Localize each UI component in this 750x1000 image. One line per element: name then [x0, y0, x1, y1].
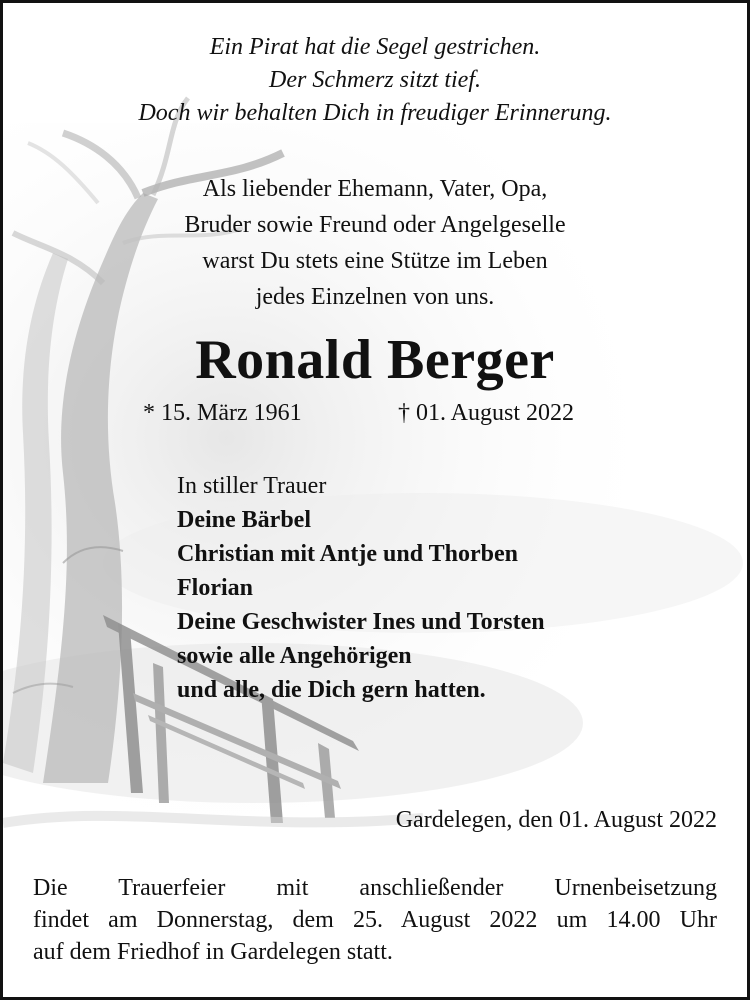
poem-line: Doch wir behalten Dich in freudiger Erinnerung. — [138, 100, 612, 126]
funeral-line: findet am Donnerstag, dem 25. August 2022 um 14.00 Uhr — [33, 907, 717, 933]
tribute-line: warst Du stets eine Stütze im Leben — [202, 248, 548, 274]
place-and-date: Gardelegen, den 01. August 2022 — [395, 807, 717, 833]
poem-line: Ein Pirat hat die Segel gestrichen. — [209, 34, 541, 60]
tribute-line: jedes Einzelnen von uns. — [255, 284, 495, 310]
death-date: † 01. August 2022 — [398, 400, 575, 426]
mourner-line: sowie alle Angehörigen — [177, 643, 412, 669]
mourner-line: Christian mit Antje und Thorben — [177, 541, 518, 567]
mourner-line: und alle, die Dich gern hatten. — [177, 677, 486, 703]
mourners-list — [177, 469, 545, 707]
funeral-line: Die Trauerfeier mit anschließender Urnenbeisetzung — [33, 875, 717, 901]
funeral-line: auf dem Friedhof in Gardelegen statt. — [33, 939, 393, 965]
poem — [3, 31, 747, 130]
tribute-line: Als liebender Ehemann, Vater, Opa, — [202, 176, 548, 202]
funeral-notice — [33, 872, 717, 968]
birth-date: * 15. März 1961 — [143, 400, 302, 426]
mourners-intro: In stiller Trauer — [177, 473, 327, 499]
tribute-line: Bruder sowie Freund oder Angelgeselle — [184, 212, 566, 238]
mourner-line: Deine Geschwister Ines und Torsten — [177, 609, 545, 635]
notice-content — [3, 3, 747, 997]
mourner-line: Florian — [177, 575, 253, 601]
tribute-text — [3, 171, 747, 315]
poem-line: Der Schmerz sitzt tief. — [269, 67, 481, 93]
deceased-name: Ronald Berger — [195, 329, 555, 391]
mourner-line: Deine Bärbel — [177, 507, 311, 533]
